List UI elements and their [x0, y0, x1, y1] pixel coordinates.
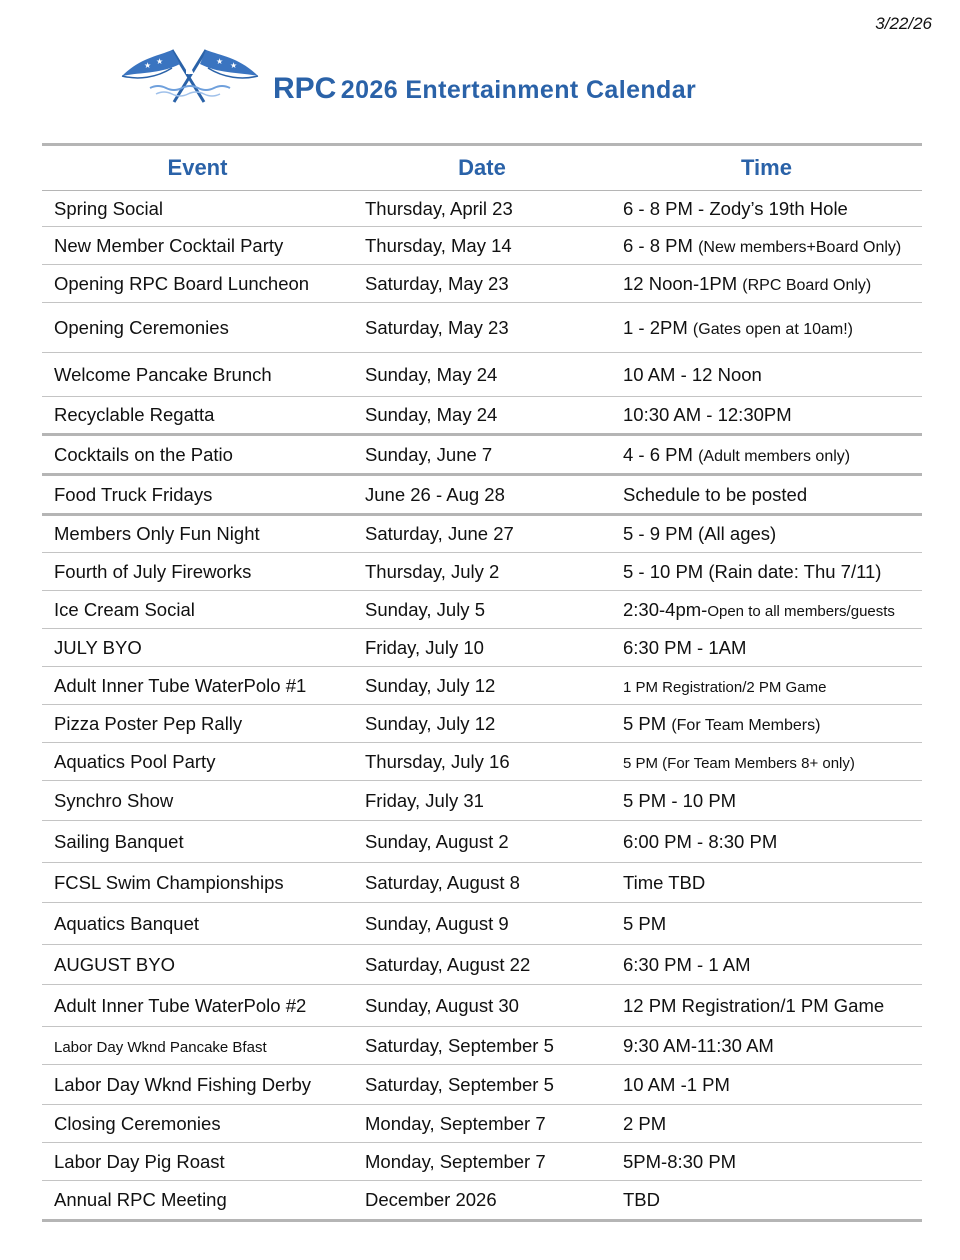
- date-cell: [353, 265, 611, 303]
- event-cell: [42, 705, 353, 743]
- event-date: Saturday, September 5: [365, 1034, 554, 1056]
- date-cell: [353, 667, 611, 705]
- event-cell: [42, 1027, 353, 1065]
- time-cell: [611, 1027, 922, 1065]
- event-date: Thursday, July 16: [365, 750, 510, 772]
- time-cell: [611, 397, 922, 435]
- event-date: December 2026: [365, 1189, 497, 1210]
- event-cell: [42, 1065, 353, 1105]
- time-cell: [611, 515, 922, 553]
- table-row: [42, 743, 922, 781]
- event-name: Sailing Banquet: [54, 830, 184, 852]
- time-cell: [611, 1181, 922, 1221]
- event-time: 10 AM - 12 Noon: [623, 363, 762, 385]
- time-cell: [611, 903, 922, 945]
- event-time: Time TBD: [623, 871, 706, 893]
- event-time: 6:30 PM - 1 AM: [623, 953, 751, 975]
- event-cell: [42, 303, 353, 353]
- event-time: 10:30 AM - 12:30PM: [623, 404, 792, 425]
- time-cell: [611, 743, 922, 781]
- event-time: 5 - 9 PM (All ages): [623, 523, 777, 544]
- table-row: [42, 1065, 922, 1105]
- time-cell: [611, 227, 922, 265]
- event-time: 12 PM Registration/1 PM Game: [623, 994, 885, 1016]
- event-name: Labor Day Wknd Fishing Derby: [54, 1073, 312, 1095]
- time-cell: [611, 629, 922, 667]
- event-date: Sunday, June 7: [365, 443, 493, 465]
- event-name: Labor Day Pig Roast: [54, 1150, 225, 1172]
- event-cell: [42, 629, 353, 667]
- event-name: Fourth of July Fireworks: [54, 560, 252, 582]
- table-row: [42, 591, 922, 629]
- time-cell: [611, 1105, 922, 1143]
- table-row: [42, 515, 922, 553]
- event-time: 1 - 2PM: [623, 316, 688, 338]
- table-row: [42, 945, 922, 985]
- table-row: [42, 903, 922, 945]
- time-cell: [611, 781, 922, 821]
- date-cell: [353, 743, 611, 781]
- event-time: 6 - 8 PM - Zody’s 19th Hole: [623, 197, 848, 219]
- date-cell: [353, 1105, 611, 1143]
- date-cell: [353, 863, 611, 903]
- date-cell: [353, 397, 611, 435]
- event-date: Thursday, May 14: [365, 234, 512, 256]
- event-date: Sunday, May 24: [365, 363, 498, 385]
- time-cell: [611, 475, 922, 515]
- table-row: [42, 821, 922, 863]
- event-name: Cocktails on the Patio: [54, 443, 233, 465]
- time-cell: [611, 985, 922, 1027]
- time-cell: [611, 667, 922, 705]
- event-time-note: (Adult members only): [698, 447, 851, 465]
- event-cell: [42, 821, 353, 863]
- time-cell: [611, 435, 922, 475]
- time-cell: [611, 705, 922, 743]
- event-time: 5 PM: [623, 912, 667, 934]
- column-header-event: Event: [42, 145, 353, 191]
- crossed-pennant-flags-icon: [120, 44, 260, 104]
- event-time: 5 PM - 10 PM: [623, 789, 737, 811]
- table-row: [42, 553, 922, 591]
- event-time: 2 PM: [623, 1112, 667, 1134]
- event-name: Adult Inner Tube WaterPolo #1: [54, 674, 307, 696]
- event-name: Aquatics Pool Party: [54, 750, 216, 772]
- event-name: Closing Ceremonies: [54, 1112, 221, 1134]
- table-row: [42, 435, 922, 475]
- event-date: Thursday, April 23: [365, 197, 513, 219]
- time-cell: [611, 353, 922, 397]
- table-row: [42, 781, 922, 821]
- event-cell: [42, 945, 353, 985]
- event-name: Aquatics Banquet: [54, 912, 200, 934]
- event-name: AUGUST BYO: [54, 953, 175, 975]
- event-cell: [42, 553, 353, 591]
- event-date: Saturday, September 5: [365, 1073, 554, 1095]
- event-time: 9:30 AM-11:30 AM: [623, 1034, 774, 1056]
- date-cell: [353, 985, 611, 1027]
- event-cell: [42, 591, 353, 629]
- event-cell: [42, 863, 353, 903]
- event-name: Opening RPC Board Luncheon: [54, 272, 310, 294]
- date-cell: [353, 1027, 611, 1065]
- date-cell: [353, 591, 611, 629]
- date-cell: [353, 821, 611, 863]
- table-row: [42, 191, 922, 227]
- event-cell: [42, 397, 353, 435]
- table-row: [42, 227, 922, 265]
- time-cell: [611, 1143, 922, 1181]
- event-date: Monday, September 7: [365, 1150, 546, 1172]
- document-date: 3/22/26: [875, 14, 932, 33]
- event-time: TBD: [623, 1189, 660, 1210]
- table-row: [42, 1143, 922, 1181]
- event-cell: [42, 515, 353, 553]
- event-time-note: (RPC Board Only): [742, 276, 872, 294]
- event-cell: [42, 1143, 353, 1181]
- table-row: [42, 397, 922, 435]
- events-table-body: [42, 191, 922, 1221]
- time-cell: [611, 591, 922, 629]
- table-row: [42, 1027, 922, 1065]
- date-cell: [353, 1143, 611, 1181]
- svg-text:★: ★: [144, 61, 152, 70]
- time-cell: [611, 945, 922, 985]
- event-name: New Member Cocktail Party: [54, 234, 284, 256]
- date-cell: [353, 1065, 611, 1105]
- time-cell: [611, 863, 922, 903]
- event-date: Saturday, May 23: [365, 272, 509, 294]
- date-cell: [353, 475, 611, 515]
- event-time: 5 PM: [623, 712, 667, 734]
- event-cell: [42, 1181, 353, 1221]
- event-cell: [42, 475, 353, 515]
- table-row: [42, 353, 922, 397]
- event-date: Sunday, August 30: [365, 994, 519, 1016]
- event-time-note: 1 PM Registration/2 PM Game: [623, 678, 827, 696]
- event-date: Sunday, August 9: [365, 912, 509, 934]
- event-time: Schedule to be posted: [623, 483, 808, 505]
- date-cell: [353, 435, 611, 475]
- column-header-date: Date: [353, 145, 611, 191]
- event-date: Sunday, July 12: [365, 674, 496, 696]
- event-date: Saturday, August 22: [365, 953, 531, 975]
- event-name: Welcome Pancake Brunch: [54, 363, 272, 385]
- table-row: [42, 667, 922, 705]
- event-name: Spring Social: [54, 197, 164, 219]
- date-cell: [353, 353, 611, 397]
- table-row: [42, 629, 922, 667]
- event-time: 2:30-4pm-: [623, 598, 708, 620]
- event-cell: [42, 227, 353, 265]
- time-cell: [611, 265, 922, 303]
- event-time-note: 5 PM (For Team Members 8+ only): [623, 754, 855, 772]
- event-date: Saturday, August 8: [365, 871, 520, 893]
- table-row: [42, 1105, 922, 1143]
- event-date: Sunday, July 12: [365, 712, 496, 734]
- time-cell: [611, 191, 922, 227]
- event-cell: [42, 435, 353, 475]
- event-time: 6 - 8 PM: [623, 234, 693, 256]
- event-cell: [42, 781, 353, 821]
- event-time: 5PM-8:30 PM: [623, 1150, 737, 1172]
- table-row: [42, 265, 922, 303]
- event-name: Synchro Show: [54, 789, 174, 811]
- event-time: 4 - 6 PM: [623, 443, 693, 465]
- date-cell: [353, 191, 611, 227]
- event-cell: [42, 191, 353, 227]
- event-cell: [42, 1105, 353, 1143]
- event-date: Saturday, May 23: [365, 316, 509, 338]
- event-time: 12 Noon-1PM: [623, 272, 738, 294]
- event-date: June 26 - Aug 28: [365, 483, 505, 505]
- table-row: [42, 1181, 922, 1221]
- date-cell: [353, 515, 611, 553]
- date-cell: [353, 553, 611, 591]
- event-name: Food Truck Fridays: [54, 483, 213, 505]
- time-cell: [611, 303, 922, 353]
- event-date: Saturday, June 27: [365, 523, 514, 544]
- event-cell: [42, 265, 353, 303]
- date-cell: [353, 1181, 611, 1221]
- date-cell: [353, 903, 611, 945]
- svg-text:★: ★: [216, 57, 224, 66]
- event-name: FCSL Swim Championships: [54, 871, 284, 893]
- event-name: Members Only Fun Night: [54, 523, 260, 544]
- event-name: Pizza Poster Pep Rally: [54, 712, 243, 734]
- column-header-time: Time: [611, 145, 922, 191]
- date-cell: [353, 945, 611, 985]
- table-row: [42, 303, 922, 353]
- table-header-row: [42, 145, 922, 191]
- page-title: [273, 72, 696, 106]
- event-time: 6:30 PM - 1AM: [623, 636, 747, 658]
- event-name: Recyclable Regatta: [54, 404, 215, 425]
- date-cell: [353, 227, 611, 265]
- event-date: Friday, July 31: [365, 789, 484, 811]
- events-table: [42, 143, 922, 1222]
- event-name: JULY BYO: [54, 636, 142, 658]
- title-prefix: RPC: [273, 72, 337, 105]
- table-row: [42, 863, 922, 903]
- event-date: Friday, July 10: [365, 636, 484, 658]
- svg-text:★: ★: [156, 57, 164, 66]
- event-date: Sunday, July 5: [365, 598, 485, 620]
- event-time: 10 AM -1 PM: [623, 1073, 730, 1095]
- event-cell: [42, 353, 353, 397]
- event-date: Sunday, August 2: [365, 830, 509, 852]
- event-cell: [42, 743, 353, 781]
- event-name: Ice Cream Social: [54, 598, 195, 620]
- event-cell: [42, 985, 353, 1027]
- event-time-note: Open to all members/guests: [707, 602, 895, 620]
- event-name: Opening Ceremonies: [54, 316, 229, 338]
- table-row: [42, 985, 922, 1027]
- date-cell: [353, 781, 611, 821]
- date-cell: [353, 303, 611, 353]
- title-text: 2026 Entertainment Calendar: [340, 76, 697, 104]
- event-time-note: (Gates open at 10am!): [692, 320, 854, 338]
- event-time: 5 - 10 PM (Rain date: Thu 7/11): [623, 560, 882, 582]
- event-date: Sunday, May 24: [365, 404, 498, 425]
- event-name: Labor Day Wknd Pancake Bfast: [54, 1038, 267, 1056]
- event-date: Thursday, July 2: [365, 560, 500, 582]
- svg-text:★: ★: [230, 61, 238, 70]
- date-cell: [353, 705, 611, 743]
- table-row: [42, 475, 922, 515]
- event-cell: [42, 667, 353, 705]
- time-cell: [611, 553, 922, 591]
- event-date: Monday, September 7: [365, 1112, 546, 1134]
- event-time-note: (For Team Members): [671, 716, 821, 734]
- event-cell: [42, 903, 353, 945]
- event-time: 6:00 PM - 8:30 PM: [623, 830, 778, 852]
- date-cell: [353, 629, 611, 667]
- event-name: Annual RPC Meeting: [54, 1189, 227, 1210]
- time-cell: [611, 1065, 922, 1105]
- event-time-note: (New members+Board Only): [698, 238, 902, 256]
- event-name: Adult Inner Tube WaterPolo #2: [54, 994, 307, 1016]
- time-cell: [611, 821, 922, 863]
- table-row: [42, 705, 922, 743]
